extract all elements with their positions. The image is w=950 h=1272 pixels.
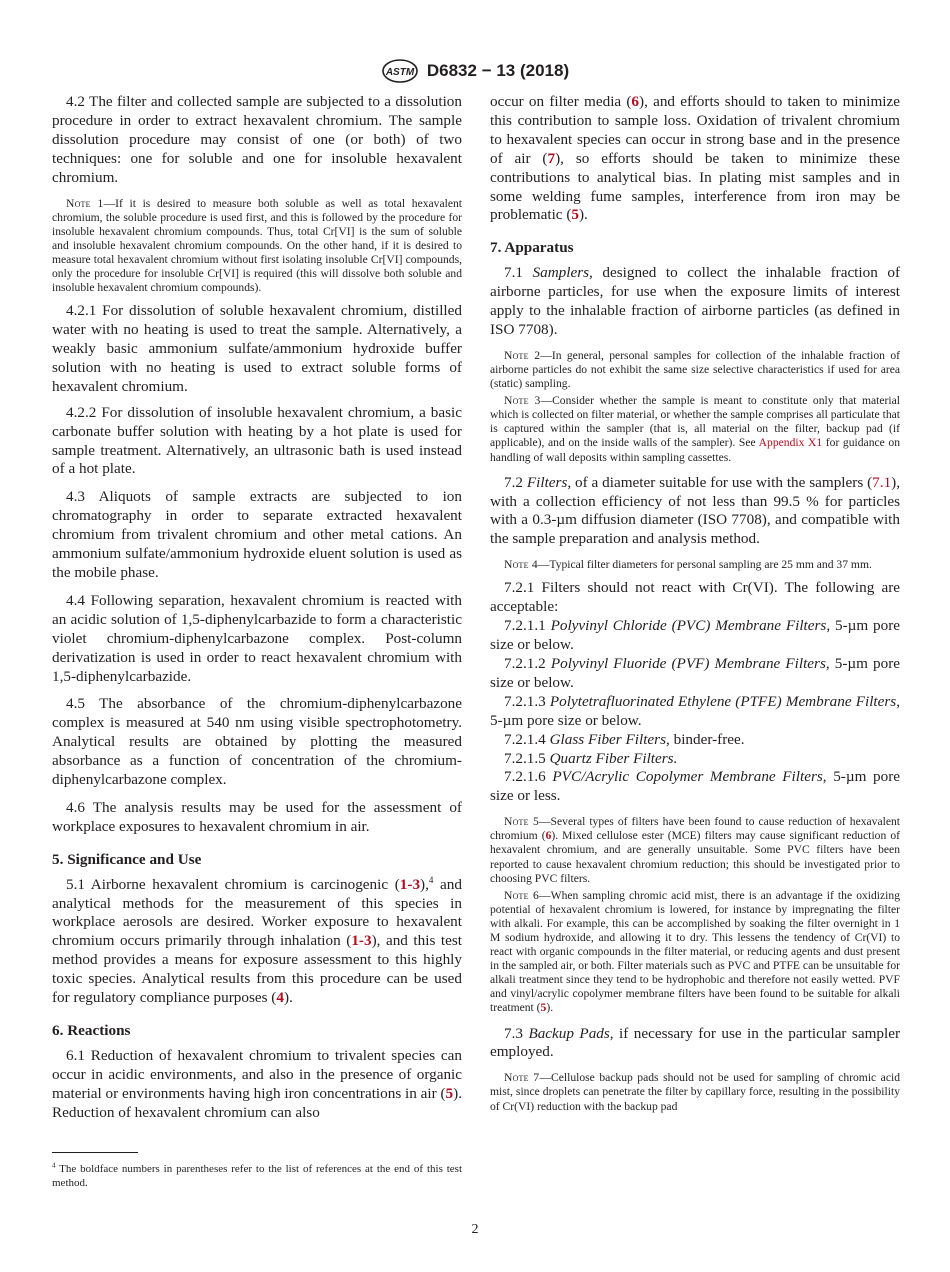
reference-link[interactable]: 7 bbox=[547, 149, 556, 167]
section-7-2-1: 7.2.1 Filters should not react with Cr(VI). The following are acceptable: bbox=[490, 579, 900, 616]
heading-reactions: 6. Reactions bbox=[52, 1022, 131, 1039]
note-1 bbox=[52, 197, 462, 296]
section-7-1-link[interactable]: 7.1 bbox=[872, 473, 892, 491]
reference-link[interactable]: 5 bbox=[571, 206, 579, 224]
section-4-6: 4.6 The analysis results may be used for the assessment of workplace exposures to hexavalent chromium in air. bbox=[52, 798, 462, 835]
note-1-label: Note 1 bbox=[66, 196, 104, 210]
note-3: Note 3—Consider whether the sample is meant to constitute only that material which is collected on filter material, or whether the sample comprises all particulate that is captured within the sampler (that is, all material on the filter, backup pad (if applicable), and on the inside walls of the sampler). See Appendix X1 for guidance on handling of wall deposits within sampling cassettes. bbox=[490, 394, 900, 464]
reference-link[interactable]: 4 bbox=[276, 989, 284, 1007]
note-1-text: —If it is desired to measure both soluble as well as total hexavalent chromium, the soluble procedure is used first, and this is followed by the procedure for insoluble hexavalent chromium compounds. Thus, total Cr[VI] is the sum of soluble and insoluble hexavalent chromium compounds. On the other hand, if it is desired to measure total hexavalent chromium without first isolating insoluble Cr[VI] compounds, only the procedure for insoluble Cr[VI] is required (this will dissolve both soluble and insoluble hexavalent chromium compounds). bbox=[52, 196, 462, 295]
section-4-2: 4.2 The filter and collected sample are subjected to a dissolution procedure in order to extract hexavalent chromium. The sample dissolution procedure may consist of one (or both) of two techniques: one for soluble and one for insoluble hexavalent chromium. bbox=[52, 93, 462, 186]
left-column bbox=[52, 93, 462, 1123]
astm-logo-icon bbox=[381, 59, 419, 83]
svg-text:ASTM: ASTM bbox=[385, 67, 415, 78]
standard-designation: D6832 − 13 (2018) bbox=[426, 61, 570, 80]
section-7-2-1-6: 7.2.1.6 PVC/Acrylic Copolymer Membrane Filters, 5-µm pore size or less. bbox=[490, 768, 901, 805]
note-2: Note 2—In general, personal samples for collection of the inhalable fraction of airborne particles do not exhibit the same size selective characteristics if used for area (static) sampling. bbox=[490, 348, 900, 391]
reference-link[interactable]: 6 bbox=[545, 829, 552, 843]
reference-link[interactable]: 6 bbox=[631, 93, 640, 110]
section-4-5: 4.5 The absorbance of the chromium-diphenylcarbazone complex is measured at 540 nm using visible spectrophotometry. Analytical results are obtained by plotting the measured absorbance as a function of concentration of the chromium-diphenylcarbazone complex. bbox=[52, 695, 462, 789]
reference-link[interactable]: 5 bbox=[445, 1084, 454, 1102]
page-header bbox=[0, 58, 950, 84]
section-6-1: 6.1 Reduction of hexavalent chromium to trivalent species can occur in acidic environments, and also in the presence of organic material or environments having high iron concentrations in air (5). Reduction of hexavalent chromium can also bbox=[52, 1046, 462, 1121]
footnote-marker: 4 bbox=[428, 874, 434, 885]
section-4-2-1: 4.2.1 For dissolution of soluble hexavalent chromium, distilled water with no heating is used to treat the sample. Alternatively, a weakly basic ammonium sulfate/ammonium hydroxide buffer solution with no heating is used to extract soluble forms of hexavalent chromium. bbox=[52, 302, 462, 395]
reference-link[interactable]: 1-3 bbox=[399, 875, 421, 893]
heading-apparatus: 7. Apparatus bbox=[490, 239, 574, 257]
section-7-1: 7.1 Samplers, designed to collect the inhalable fraction of airborne particles, for use when the exposure limits of interest apply to the inhalable fraction of airborne particles (as defined in ISO 7708). bbox=[490, 264, 901, 338]
page-number: 2 bbox=[471, 1222, 479, 1237]
note-5: Note 5—Several types of filters have been found to cause reduction of hexavalent chromium (6). Mixed cellulose ester (MCE) filters may cause significant reduction of hexavalent chromium, and are generally unsuitable. Some PVC filters have been reported to cause hexavalent chromium reduction; this should be investigated prior to choosing PVC filters. bbox=[490, 815, 900, 885]
section-5-1: 5.1 Airborne hexavalent chromium is carcinogenic (1-3),$^4$ and analytical methods for the measurement of this species in workplace aerosols are desired. Worker exposure to hexavalent chromium occurs primarily through inhalation (1-3), and this test method provides a means for exposure assessment to this highly toxic species. Analytical results from this procedure can be used for regulatory compliance purposes (4). bbox=[52, 874, 462, 1007]
section-4-2-2: 4.2.2 For dissolution of insoluble hexavalent chromium, a basic carbonate buffer solution with heating by a hot plate is used for sample treatment. Alternatively, an ultrasonic bath is used instead of a hot plate. bbox=[52, 403, 462, 478]
section-4-4: 4.4 Following separation, hexavalent chromium is reacted with an acidic solution of 1,5-diphenylcarbazide to form a characteristic violet chromium-diphenylcarbazone complex. Post-column derivatization is used in order to react hexavalent chromium with 1,5-diphenylcarbazide. bbox=[52, 591, 462, 685]
appendix-x1-link[interactable]: Appendix X1 bbox=[758, 436, 823, 450]
section-7-2-1-4: 7.2.1.4 Glass Fiber Filters, binder-free. bbox=[504, 730, 745, 748]
footnote-4: $^4$ The boldface numbers in parentheses refer to the list of references at the end of this test method. bbox=[52, 1161, 462, 1189]
right-column bbox=[490, 93, 900, 1114]
section-7-2-1-1: 7.2.1.1 Polyvinyl Chloride (PVC) Membrane Filters, 5-µm pore size or below. bbox=[490, 617, 900, 654]
section-7-2-1-2: 7.2.1.2 Polyvinyl Fluoride (PVF) Membrane Filters, 5-µm pore size or below. bbox=[490, 654, 901, 691]
reference-link[interactable]: 1-3 bbox=[351, 932, 372, 950]
note-4: Note 4—Typical filter diameters for personal sampling are 25 mm and 37 mm. bbox=[504, 558, 872, 572]
footnote-divider bbox=[52, 1152, 138, 1153]
section-4-3: 4.3 Aliquots of sample extracts are subjected to ion chromatography in order to separate extracted hexavalent chromium from trivalent chromium and other metal cations. An ammonium sulfate/ammonium hydroxide eluent solution is used as the mobile phase. bbox=[52, 488, 462, 581]
section-6-1-continued: occur on filter media (6), and efforts should to taken to minimize this contribution to sample loss. Oxidation of trivalent chromium to hexavalent species can occur in strong base and in the presence of air (7), so efforts should be taken to minimize these contributions to analytical bias. In plating mist samples and in some welding fume samples, interference from iron may be problematic (5). bbox=[490, 93, 900, 224]
section-7-2-1-5: 7.2.1.5 Quartz Fiber Filters. bbox=[504, 749, 678, 767]
section-7-3: 7.3 Backup Pads, if necessary for use in the particular sampler employed. bbox=[490, 1024, 901, 1061]
heading-significance-and-use: 5. Significance and Use bbox=[52, 850, 202, 868]
note-6: Note 6—When sampling chromic acid mist, there is an advantage if the oxidizing potential of hexavalent chromium is lowered, for instance by impregnating the filter with alkali. For example, this can be accomplished by soaking the filter overnight in 1 M sodium hydroxide, and allowing it to dry. This lessens the tendency of Cr(VI) to react with organic compounds in the filter material, or reducing agents and dust present in the sampled air, or both. Filter materials such as PVC and PTFE can be unsuitable for alkali treatment since they tend to be hydrophobic and therefore not easily wetted. PVF and vinyl/acrylic copolymer membrane filters have been found to be suitable for alkali treatment (5). bbox=[490, 888, 900, 1015]
note-7: Note 7—Cellulose backup pads should not be used for sampling of chromic acid mist, since droplets can penetrate the filter by capillary force, resulting in the possibility of Cr(VI) reduction with the backup pad bbox=[490, 1071, 900, 1113]
section-7-2: 7.2 Filters, of a diameter suitable for use with the samplers (7.1), with a collection efficiency of not less than 99.5 % for particles with a 0.3-µm diffusion diameter (ISO 7708), and compatible with the sample preparation and analysis method. bbox=[490, 473, 901, 548]
reference-link[interactable]: 5 bbox=[540, 1001, 547, 1015]
section-7-2-1-3: 7.2.1.3 Polytetrafluorinated Ethylene (PTFE) Membrane Filters, 5-µm pore size or below. bbox=[490, 692, 900, 729]
